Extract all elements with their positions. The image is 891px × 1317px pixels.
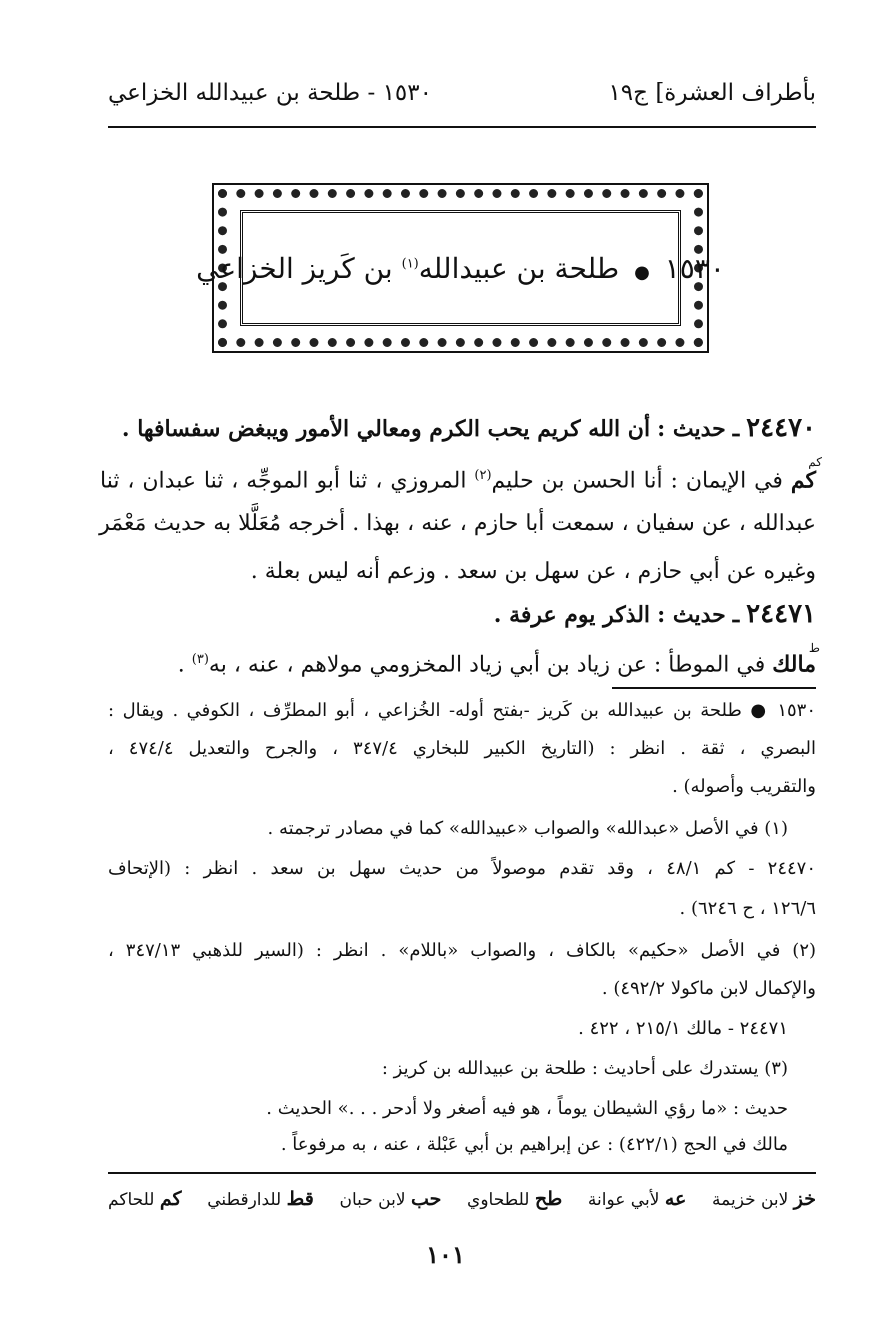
hadith-24470-line4: وغيره عن أبي حازم ، عن سهل بن سعد . وزعم أنه ليس بعلة . [250, 559, 816, 584]
footnotes [108, 700, 816, 1160]
header-book-part: بأطراف العشرة] ج١٩ [608, 80, 816, 106]
bullet-icon: ● [634, 261, 650, 283]
footnotes-rule [612, 687, 816, 689]
abbreviation-item: عه لأبي عوانة [587, 1188, 687, 1210]
title-box [196, 210, 725, 326]
note-2-line2: والإكمال لابن ماكولا ٤٩٢/٢) . [601, 978, 816, 999]
note-narrator-line3: والتقريب وأصوله) . [672, 776, 816, 797]
hadith-number: ٢٤٤٧١ [746, 599, 816, 629]
margin-symbol: ط [808, 641, 820, 655]
note-narrator-line1: ١٥٣٠ ● طلحة بن عبيدالله بن كَريز -بفتح أوله- الخُزاعي ، أبو المطرِّف ، الكوفي . ويقال : [108, 700, 816, 721]
hadith-24471-line2: مالك في الموطأ : عن زياد بن أبي زياد المخزومي مولاهم ، عنه ، به$^{(٣)}$ . [177, 651, 816, 678]
hadith-24470-heading: ٢٤٤٧٠ ـ حديث : أن الله كريم يحب الكرم ومعالي الأمور ويبغض سفسافها . [121, 413, 816, 443]
hadith-label: حديث : [657, 416, 726, 442]
hadith-number: ٢٤٤٧٠ [746, 413, 816, 443]
abbreviation-item: كم للحاكم [108, 1188, 182, 1210]
narrator-name-part1: طلحة بن عبيدالله [418, 251, 620, 285]
source-label: مالك [772, 651, 816, 678]
abbreviation-item: خز لابن خزيمة [712, 1188, 816, 1210]
hadith-24471-heading: ٢٤٤٧١ ـ حديث : الذكر يوم عرفة . [493, 599, 816, 629]
abbreviation-item: قط للدارقطني [207, 1188, 314, 1210]
note-1: (١) في الأصل «عبدالله» والصواب «عبيدالله» كما في مصادر ترجمته . [267, 818, 788, 839]
note-24470-line2: ١٢٦/٦ ، ح ٦٢٤٦) . [679, 898, 816, 919]
page-number: ١٠١ [426, 1240, 465, 1269]
margin-symbol: كم [808, 455, 822, 469]
narrator-number: ١٥٣٠ [664, 251, 725, 285]
abbreviation-item: حب لابن حبان [339, 1188, 442, 1210]
note-2-line1: (٢) في الأصل «حكيم» بالكاف ، والصواب «باللام» . انظر : (السير للذهبي ٣٤٧/١٣ ، [108, 940, 817, 961]
running-header [108, 80, 816, 116]
note-24471: ٢٤٤٧١ - مالك ٢١٥/١ ، ٤٢٢ . [578, 1018, 788, 1039]
footnote-ref: (٢) [474, 468, 492, 483]
narrator-name-part2: بن كَريز الخزاعي [196, 251, 393, 285]
note-24470-line1: ٢٤٤٧٠ - كم ٤٨/١ ، وقد تقدم موصولاً من حديث سهل بن سعد . انظر : (الإتحاف [108, 858, 816, 879]
footnote-ref: (٣) [191, 652, 209, 667]
hadith-24470-line3: عبدالله ، عن سفيان ، سمعت أبا حازم ، عنه ، بهذا . أخرجه مُعَلَّلا به حديث مَعْمَر [99, 511, 816, 536]
hadith-text: الذكر يوم عرفة . [493, 602, 651, 628]
narrator-title [196, 252, 725, 285]
note-3-line2: حديث : «ما رؤي الشيطان يوماً ، هو فيه أصغر ولا أدحر . . .» الحديث . [266, 1098, 788, 1119]
note-narrator-line2: البصري ، ثقة . انظر : (التاريخ الكبير للبخاري ٣٤٧/٤ ، والجرح والتعديل ٤٧٤/٤ ، [108, 738, 816, 759]
hadith-body [99, 404, 822, 684]
header-section-title: ١٥٣٠ - طلحة بن عبيدالله الخزاعي [108, 80, 432, 106]
note-3-line3: مالك في الحج (٤٢٢/١) : عن إبراهيم بن أبي عَبْلة ، عنه ، به مرفوعاً . [280, 1134, 788, 1155]
note-3-line1: (٣) يستدرك على أحاديث : طلحة بن عبيدالله بن كريز : [381, 1058, 788, 1079]
title-ornamental-frame [196, 183, 725, 353]
hadith-24470-line2: كم في الإيمان : أنا الحسن بن حليم$^{(٢)}$ المروزي ، ثنا أبو الموجِّه ، ثنا عبدان ، ثنا [100, 467, 816, 494]
hadith-label: حديث : [657, 602, 726, 628]
source-label: كم [790, 467, 816, 494]
abbreviation-legend [108, 1188, 816, 1210]
hadith-text: أن الله كريم يحب الكرم ومعالي الأمور ويبغض سفسافها . [121, 416, 651, 442]
header-rule [108, 126, 816, 128]
abbreviation-item: طح للطحاوي [467, 1188, 563, 1210]
title-footnote-ref: (١) [401, 256, 419, 272]
footer-rule [108, 1172, 816, 1174]
